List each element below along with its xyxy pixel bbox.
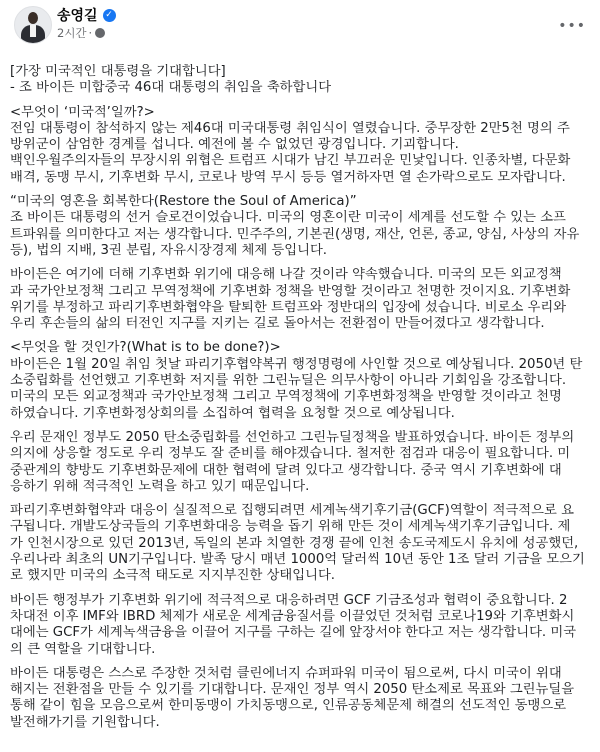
post-paragraph <box>10 194 594 259</box>
post-paragraph <box>10 666 594 731</box>
post-text-line: 바이든은 1월 20일 취임 첫날 파리기후협약복귀 행정명령에 사인할 것으로 예상됩니다. 2050년 탄 <box>10 356 583 372</box>
post-text-line: 위기를 부정하고 파리기후변화협약을 탈퇴한 트럼프와 정반대의 입장에 섰습니다. 비로소 우리와 <box>10 299 567 315</box>
post-text-line: 발전해가기를 기원합니다. <box>10 714 160 730</box>
post-time[interactable]: 2시간 <box>57 26 87 40</box>
post-text-line: - 조 바이든 미합중국 46대 대통령의 취임을 축하합니다 <box>10 80 332 96</box>
post-body <box>10 64 594 739</box>
post-text-line: 통해 같이 힘을 모음으로써 한미동맹이 가치동맹으로, 인류공동체문제 해결의 선도적인 동맹으로 <box>10 698 567 714</box>
post-text-line: 등), 법의 지배, 3권 분립, 자유시장경제 체제 등입니다. <box>10 242 328 258</box>
author-row <box>57 5 116 25</box>
author-avatar[interactable] <box>14 6 52 44</box>
avatar-head <box>28 12 38 24</box>
post-text-line: 우리 후손들의 삶의 터전인 지구를 지키는 길로 돌아서는 전환점이 만들어졌다고 생각합니다. <box>10 316 545 332</box>
post-text-line: 응하기 위해 적극적인 노력을 하고 있기 때문입니다. <box>10 478 310 494</box>
post-text-line: 배격, 동맹 무시, 기후변화 무시, 코로나 방역 무시 등등 열거하자면 열 손가락으로도 모자랍니다. <box>10 169 566 185</box>
post-text-line: “미국의 영혼을 회복한다(Restore the Soul of America)” <box>10 194 357 210</box>
post-text-line: 가 인천시장으로 있던 2013년, 독일의 본과 치열한 경쟁 끝에 인천 송도국제도시 유치에 성공했던, <box>10 535 579 551</box>
post-text-line: 구됩니다. 개발도상국들의 기후변화대응 능력을 돕기 위해 만든 것이 세계녹색기후기금입니다. 제 <box>10 519 571 535</box>
post-text-line: <무엇이 ‘미국적’일까?> <box>10 104 155 120</box>
post-text-line: 파리기후변화협약과 대응이 실질적으로 집행되려면 세계녹색기후기금(GCF)역할이 적극적으로 요 <box>10 503 574 519</box>
post-text-line: 과 국가안보정책 그리고 무역정책에 기후변화 정책을 반영할 것이라고 천명한 것이지요. 기후변화 <box>10 283 571 299</box>
post-text-line: 우리 문재인 정부도 2050 탄소중립화를 선언하고 그린뉴딜정책을 발표하였습니다. 바이든 정부의 <box>10 429 575 445</box>
post-paragraph <box>10 340 594 421</box>
post-text-line: 전임 대통령이 참석하지 않는 제46대 미국대통령 취임식이 열렸습니다. 중무장한 2만5천 명의 주 <box>10 120 570 136</box>
verified-badge-icon: ✓ <box>103 9 116 22</box>
post-text-line: 조 바이든 대통령의 선거 슬로건이었습니다. 미국의 영혼이란 미국이 세계를 선도할 수 있는 소프 <box>10 210 566 226</box>
post-text-line: [가장 미국적인 대통령을 기대합니다] <box>10 64 226 79</box>
post-text-line: <무엇을 할 것인가?(What is to be done?)> <box>10 340 281 356</box>
post-text-line: 차대전 이후 IMF와 IBRD 체제가 새로운 세계금융질서를 이끌었던 것처럼 코로나19와 기후변화시 <box>10 608 575 624</box>
post-text-line: 바이든 대통령은 스스로 주장한 것처럼 클린에너지 슈퍼파워 미국이 됨으로써, 다시 미국이 위대 <box>10 665 562 681</box>
post-text-line: 백인우월주의자들의 무장시위 위협은 트럼프 시대가 남긴 부끄러운 민낯입니다. 인종차별, 다문화 <box>10 153 571 169</box>
more-options-icon[interactable]: ••• <box>558 18 586 34</box>
post-text-line: 의 큰 역할을 기대합니다. <box>10 641 156 657</box>
avatar-shirt <box>30 25 36 37</box>
post-text-line: 해지는 전환점을 만들 수 있기를 기대합니다. 문재인 정부 역시 2050 탄소제로 목표와 그린뉴딜을 <box>10 682 575 698</box>
meta-separator: · <box>88 26 93 40</box>
post-meta <box>57 25 105 41</box>
post-paragraph <box>10 105 594 186</box>
post-text-line: 트파워를 의미한다고 저는 생각합니다. 민주주의, 기본권(생명, 재산, 언론, 종교, 양심, 사상의 자유 <box>10 226 580 242</box>
post-text-line: 중관계의 향방도 기후변화문제에 대한 협력에 달려 있다고 생각합니다. 중국 역시 기후변화에 대 <box>10 462 562 478</box>
post-text-line: 하였습니다. 기후변화정상회의를 소집하여 협력을 요청할 것으로 예상됩니다. <box>10 405 455 421</box>
post-text-line: 의지에 상응할 정도로 우리 정부도 잘 준비를 해야겠습니다. 철저한 점검과 대응이 필요합니다. 미 <box>10 446 571 462</box>
post-text-line: 방위군이 삼엄한 경계를 섭니다. 예전에 볼 수 없었던 광경입니다. 기괴합니다. <box>10 137 459 153</box>
post-text-line: 미국의 모든 외교정책과 국가안보정책 그리고 무역정책에 기후변화정책을 반영할 것이라고 천명 <box>10 389 562 405</box>
post-text-line: 바이든 행정부가 기후변화 위기에 적극적으로 대응하려면 GCF 기금조성과 협력이 중요합니다. 2 <box>10 592 568 608</box>
post-paragraph <box>10 64 594 97</box>
post-text-line: 바이든은 여기에 더해 기후변화 위기에 대응해 나갈 것이라 약속했습니다. 미국의 모든 외교정책 <box>10 267 562 283</box>
post-text-line: 우리나라 최초의 UN기구입니다. 발족 당시 매년 1000억 달러씩 10년 동안 1조 달러 기금을 모으기 <box>10 552 585 568</box>
post-header <box>0 0 600 58</box>
post-paragraph <box>10 503 594 584</box>
author-name[interactable]: 송영길 <box>57 8 98 24</box>
post-text-line: 로 했지만 미국의 소극적 태도로 지지부진한 상태입니다. <box>10 568 336 584</box>
post-paragraph <box>10 593 594 658</box>
post-paragraph <box>10 430 594 495</box>
globe-icon <box>95 28 105 38</box>
post-text-line: 대에는 GCF가 세계녹색금융을 이끌어 지구를 구하는 길에 앞장서야 한다고 저는 생각합니다. 미국 <box>10 625 577 641</box>
post-text-line: 소중립화를 선언했고 기후변화 저지를 위한 그린뉴딜은 의무사항이 아니라 기회임을 강조합니다. <box>10 373 567 389</box>
post-paragraph <box>10 267 594 332</box>
